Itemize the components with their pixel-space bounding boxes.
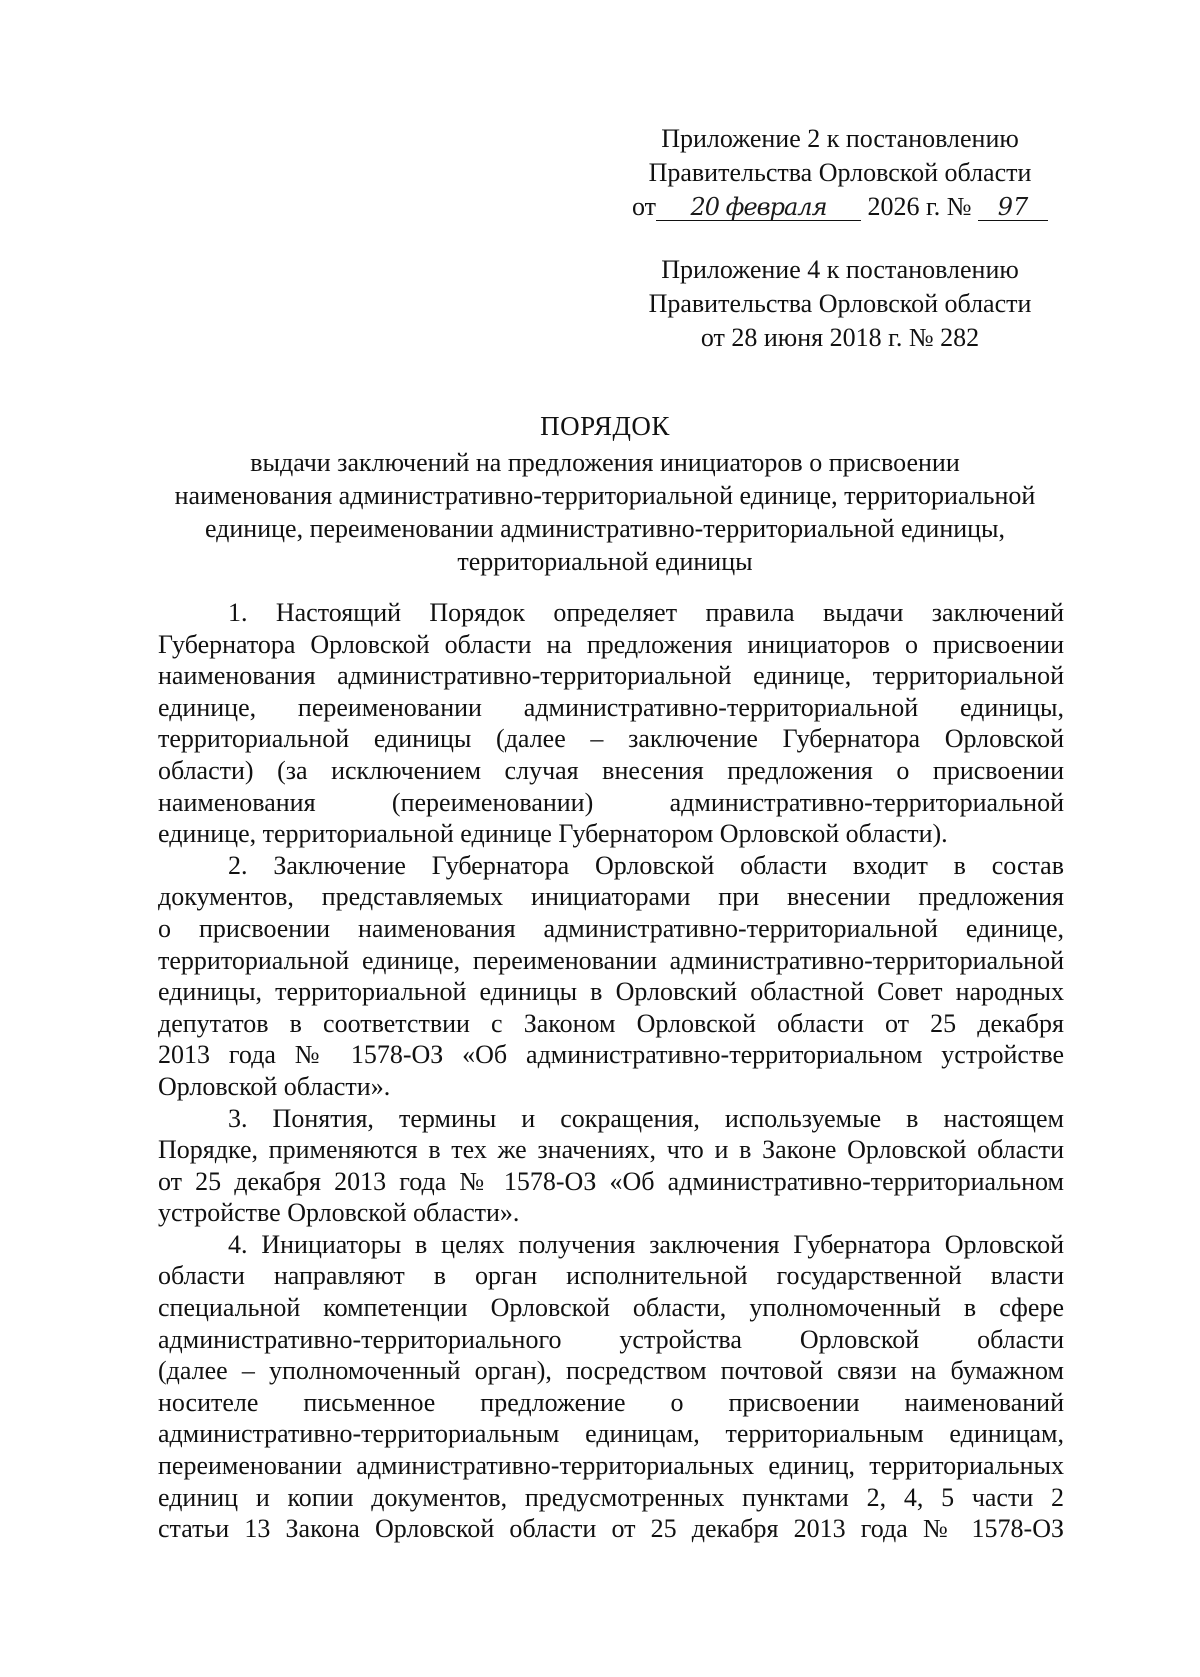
body-line: Орловской области». — [158, 1071, 391, 1101]
appendix-4-header — [610, 253, 1070, 355]
body-line: переименовании административно-территориальных единиц, территориальных — [158, 1451, 1064, 1481]
appendix-2-date-line — [610, 190, 1070, 224]
body-line: территориальной единице, переименовании административно-территориальной — [158, 945, 1064, 975]
body-line: депутатов в соответствии с Законом Орловской области от 25 декабря — [158, 1008, 1064, 1038]
body-line: области направляют в орган исполнительной государственной власти — [158, 1261, 1064, 1291]
body-line: единицы, территориальной единицы в Орловский областной Совет народных — [158, 977, 1064, 1007]
body-line: о присвоении наименования административно-территориальной единице, — [158, 913, 1064, 943]
body-line: 4. Инициаторы в целях получения заключения Губернатора Орловской — [228, 1229, 1064, 1259]
body-line: административно-территориальным единицам, территориальным единицам, — [158, 1419, 1064, 1449]
body-line: территориальной единицы (далее – заключение Губернатора Орловской — [158, 724, 1064, 754]
from-prefix: от — [631, 192, 656, 221]
title-line: территориальной единицы — [457, 547, 753, 576]
document-title — [150, 410, 1060, 578]
body-line: Губернатора Орловской области на предложения инициаторов о присвоении — [158, 629, 1064, 659]
body-line: Порядке, применяются в тех же значениях, что и в Законе Орловской области — [158, 1135, 1064, 1165]
body-line: административно-территориального устройства Орловской области — [158, 1324, 1064, 1354]
body-line: единице, переименовании административно-территориальной единицы, — [158, 692, 1064, 722]
appendix-4-line-3: от 28 июня 2018 г. № 282 — [700, 323, 980, 352]
title-heading: ПОРЯДОК — [540, 411, 670, 441]
body-line: наименования (переименовании) административно-территориальной — [158, 787, 1064, 817]
appendix-4-line-2: Правительства Орловской области — [648, 289, 1032, 318]
body-line: (далее – уполномоченный орган), посредством почтовой связи на бумажном — [158, 1356, 1064, 1386]
year-number-label: 2026 г. № — [867, 192, 972, 221]
handwritten-number: 97 — [978, 194, 1048, 221]
title-line: наименования административно-территориальной единице, территориальной — [174, 481, 1036, 510]
body-line: 3. Понятия, термины и сокращения, используемые в настоящем — [228, 1103, 1064, 1133]
appendix-2-line-1: Приложение 2 к постановлению — [661, 124, 1019, 153]
appendix-2-header — [610, 122, 1070, 224]
body-line: от 25 декабря 2013 года № 1578-ОЗ «Об административно-территориальном — [158, 1166, 1064, 1196]
body-line: 2. Заключение Губернатора Орловской области входит в состав — [228, 850, 1064, 880]
body-line: статьи 13 Закона Орловской области от 25 декабря 2013 года № 1578-ОЗ — [158, 1514, 1064, 1544]
appendix-4-line-1: Приложение 4 к постановлению — [661, 255, 1019, 284]
body-line: документов, представляемых инициаторами при внесении предложения — [158, 882, 1064, 912]
body-line: специальной компетенции Орловской области, уполномоченный в сфере — [158, 1293, 1064, 1323]
body-line: 1. Настоящий Порядок определяет правила выдачи заключений — [228, 598, 1064, 627]
body-line: 2013 года № 1578-ОЗ «Об административно-территориальном устройстве — [158, 1040, 1064, 1070]
body-line: наименования административно-территориальной единице, территориальной — [158, 661, 1064, 691]
body-line: единице, территориальной единице Губернатором Орловской области). — [158, 819, 948, 849]
handwritten-date: 20 февраля — [656, 194, 861, 221]
title-line: выдачи заключений на предложения инициаторов о присвоении — [250, 448, 960, 477]
appendix-2-line-2: Правительства Орловской области — [648, 158, 1032, 187]
body-line: области) (за исключением случая внесения предложения о присвоении — [158, 755, 1064, 785]
document-body — [158, 597, 1064, 1545]
body-line: носителе письменное предложение о присвоении наименований — [158, 1387, 1064, 1417]
body-line: единиц и копии документов, предусмотренных пунктами 2, 4, 5 части 2 — [158, 1482, 1064, 1512]
title-line: единице, переименовании административно-территориальной единицы, — [204, 514, 1006, 543]
body-line: устройстве Орловской области». — [158, 1198, 520, 1228]
